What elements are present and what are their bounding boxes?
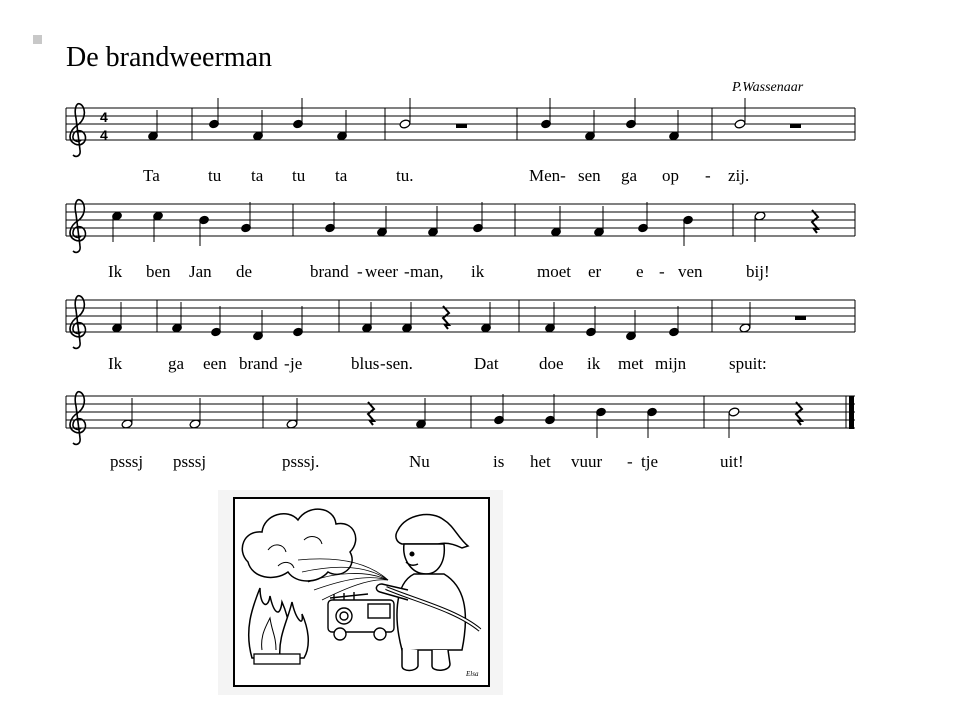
svg-text:doe: doe: [539, 354, 564, 373]
svg-text:zij.: zij.: [728, 166, 750, 185]
svg-text:ga: ga: [168, 354, 185, 373]
svg-text:-: -: [659, 262, 665, 281]
svg-text:-: -: [357, 262, 363, 281]
treble-clef-icon: [70, 104, 85, 157]
svg-text:-: -: [705, 166, 711, 185]
svg-text:-: -: [380, 354, 386, 373]
song-title: De brandweerman: [66, 42, 273, 73]
svg-text:ta: ta: [335, 166, 348, 185]
svg-text:man,: man,: [410, 262, 444, 281]
svg-text:ben: ben: [146, 262, 171, 281]
svg-text:tje: tje: [641, 452, 658, 471]
svg-text:je: je: [290, 354, 303, 373]
svg-text:psssj: psssj: [110, 452, 144, 471]
svg-text:tu: tu: [292, 166, 306, 185]
time-signature-top: 4: [100, 109, 108, 125]
svg-text:bij!: bij!: [746, 262, 770, 281]
artist-signature: Elsa: [466, 670, 479, 678]
svg-text:blus: blus: [351, 354, 380, 373]
svg-text:ga: ga: [621, 166, 638, 185]
staff-1: [66, 98, 855, 156]
svg-text:op: op: [662, 166, 679, 185]
svg-text:-: -: [404, 262, 410, 281]
svg-text:ik: ik: [587, 354, 601, 373]
svg-text:tu.: tu.: [396, 166, 414, 185]
svg-text:ta: ta: [251, 166, 264, 185]
svg-text:Jan: Jan: [189, 262, 212, 281]
lyrics-line-4: [110, 452, 744, 471]
svg-text:sen.: sen.: [386, 354, 413, 373]
svg-text:is: is: [493, 452, 505, 471]
lyrics-line-1: [143, 166, 749, 185]
svg-text:psssj.: psssj.: [282, 452, 320, 471]
svg-text:-: -: [284, 354, 290, 373]
svg-text:er: er: [588, 262, 602, 281]
svg-text:een: een: [203, 354, 227, 373]
lyrics-line-3: [108, 354, 767, 373]
svg-text:met: met: [618, 354, 644, 373]
staff-3: [66, 296, 855, 349]
svg-text:Dat: Dat: [474, 354, 499, 373]
treble-clef-icon: [70, 392, 85, 445]
svg-text:moet: moet: [537, 262, 571, 281]
svg-text:e: e: [636, 262, 644, 281]
firefighter-illustration: [218, 490, 503, 695]
treble-clef-icon: [70, 296, 85, 349]
svg-text:-: -: [627, 452, 633, 471]
svg-text:Nu: Nu: [409, 452, 430, 471]
svg-text:Ta: Ta: [143, 166, 160, 185]
staff-4: [66, 392, 855, 445]
svg-text:brand: brand: [310, 262, 349, 281]
svg-text:tu: tu: [208, 166, 222, 185]
composer-name: P.Wassenaar: [732, 80, 804, 95]
svg-text:Ik: Ik: [108, 354, 123, 373]
svg-text:vuur: vuur: [571, 452, 603, 471]
svg-text:het: het: [530, 452, 551, 471]
svg-text:Ik: Ik: [108, 262, 123, 281]
svg-text:spuit:: spuit:: [729, 354, 767, 373]
svg-text:weer: weer: [365, 262, 399, 281]
svg-text:uit!: uit!: [720, 452, 744, 471]
time-signature-bottom: 4: [100, 127, 108, 143]
svg-text:mijn: mijn: [655, 354, 687, 373]
svg-text:ven: ven: [678, 262, 703, 281]
svg-text:ik: ik: [471, 262, 485, 281]
svg-text:de: de: [236, 262, 253, 281]
svg-text:brand: brand: [239, 354, 278, 373]
svg-text:psssj: psssj: [173, 452, 207, 471]
treble-clef-icon: [70, 200, 85, 253]
lyrics-line-2: [108, 262, 770, 281]
svg-text:Men-: Men-: [529, 166, 566, 185]
svg-text:sen: sen: [578, 166, 601, 185]
staff-2: [66, 200, 855, 253]
